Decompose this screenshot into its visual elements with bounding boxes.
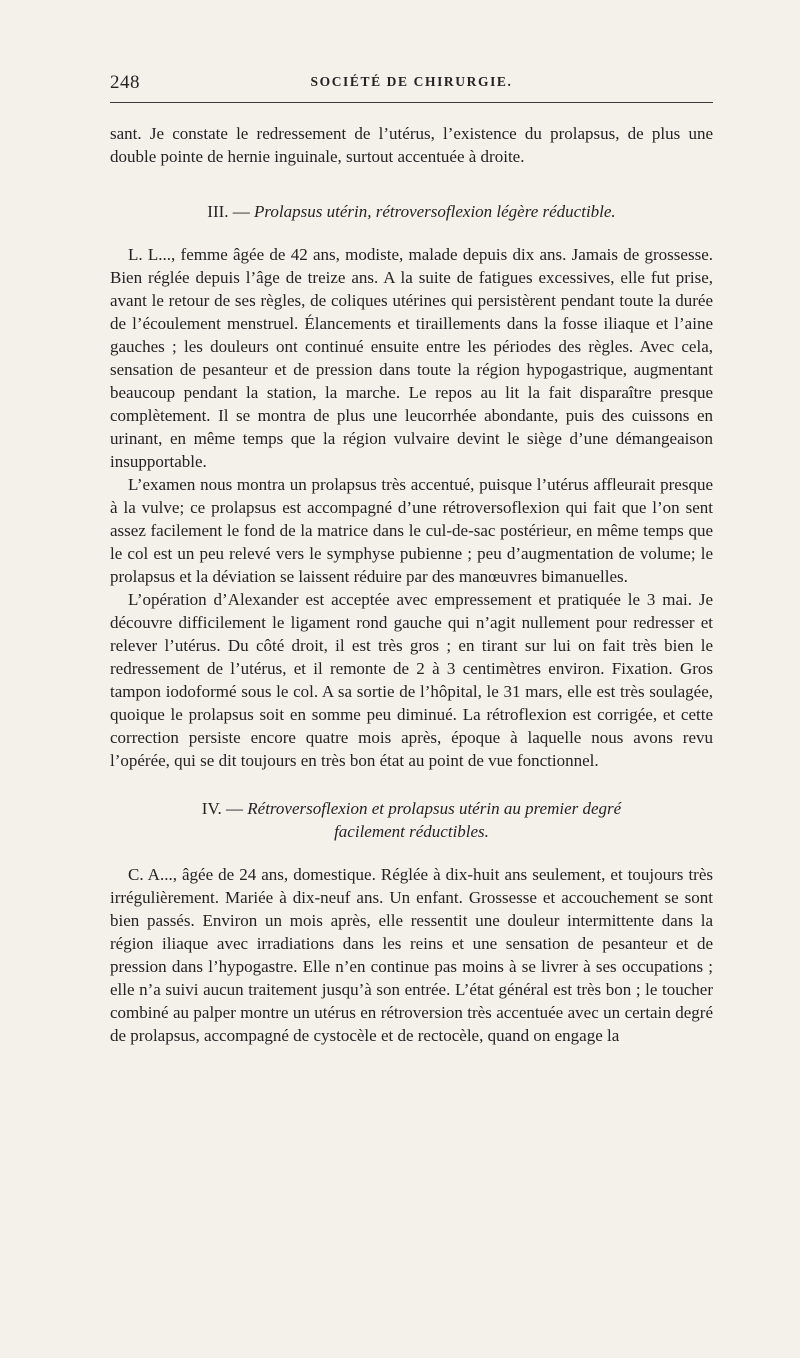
running-head: SOCIÉTÉ DE CHIRURGIE.	[310, 74, 513, 89]
body-text	[110, 122, 713, 1047]
section-number-3: III. —	[207, 202, 255, 221]
page-header	[110, 72, 713, 102]
paragraph-case-4: C. A..., âgée de 24 ans, domestique. Réglée à dix-huit ans seulement, et toujours très irrégulièrement. Mariée à dix-neuf ans. Un enfant. Grossesse et accouchement se sont bien passés. Environ un mois après, elle ressentit une douleur intermittente dans la région iliaque avec irradiations dans les reins et une sensation de pesanteur et de pression dans l’hypogastre. Elle n’en continue pas moins à se livrer à ses occupations ; elle n’a suivi aucun traitement jusqu’à son entrée. L’état général est très bon ; le toucher combiné au palper montre un utérus en rétroversion très accentuée avec un certain degré de prolapsus, accompagné de cystocèle et de rectocèle, quand on engage la	[110, 865, 713, 1045]
section-title-3: Prolapsus utérin, rétroversoflexion légère réductible.	[254, 202, 616, 221]
paragraph-case-3-examen: L’examen nous montra un prolapsus très accentué, puisque l’utérus affleurait presque à la vulve; ce prolapsus est accompagné d’une rétroversoflexion qui fait que l’on sent assez facilement le fond de la matrice dans le cul-de-sac postérieur, en même temps que le col est un peu relevé vers le symphyse pubienne ; peu d’augmentation de volume; le prolapsus et la déviation se laissent réduire par des manœuvres bimanuelles.	[110, 475, 713, 586]
paragraph-case-3-history: L. L..., femme âgée de 42 ans, modiste, malade depuis dix ans. Jamais de grossesse. Bien réglée depuis l’âge de treize ans. A la suite de fatigues excessives, elle fut prise, avant le retour de ses règles, de coliques utérines qui persistèrent pendant toute la durée de l’écoulement menstruel. Élancements et tiraillements dans la fosse iliaque et l’aine gauches ; les douleurs ont continué ensuite entre les périodes des règles. Avec cela, sensation de pesanteur et de pression dans toute la région hypogastrique, augmentant beaucoup pendant la station, la marche. Le repos au lit la fait disparaître presque complètement. Il se montra de plus une leucorrhée abondante, puis des cuissons en urinant, en même temps que la région vulvaire devint le siège d’une démangeaison insupportable.	[110, 245, 713, 471]
section-title-4-line1: Rétroversoflexion et prolapsus utérin au premier degré	[247, 799, 622, 818]
header-rule	[110, 102, 713, 103]
section-heading-4-line2	[110, 820, 713, 843]
section-number-4: IV. —	[201, 799, 248, 818]
section-title-4-line2: facilement réductibles.	[334, 822, 489, 841]
page-number: 248	[110, 72, 140, 93]
section-heading-4	[110, 797, 713, 820]
section-heading-3	[110, 200, 713, 223]
paragraph-case-3-operation: L’opération d’Alexander est acceptée avec empressement et pratiquée le 3 mai. Je découvre difficilement le ligament rond gauche qui n’agit nullement pour redresser et relever l’utérus. Du côté droit, il est très gros ; en tirant sur lui on fait très bien le redressement de l’utérus, et il remonte de 2 à 3 centimètres environ. Fixation. Gros tampon iodoformé sous le col. A sa sortie de l’hôpital, le 31 mars, elle est très soulagée, quoique le prolapsus soit en somme peu diminué. La rétroflexion est corrigée, et cette correction persiste encore quatre mois après, époque à laquelle nous avons revu l’opérée, qui se dit toujours en très bon état au point de vue fonctionnel.	[110, 590, 713, 770]
paragraph-continuation: sant. Je constate le redressement de l’utérus, l’existence du prolapsus, de plus une double pointe de hernie inguinale, surtout accentuée à droite.	[110, 124, 713, 166]
